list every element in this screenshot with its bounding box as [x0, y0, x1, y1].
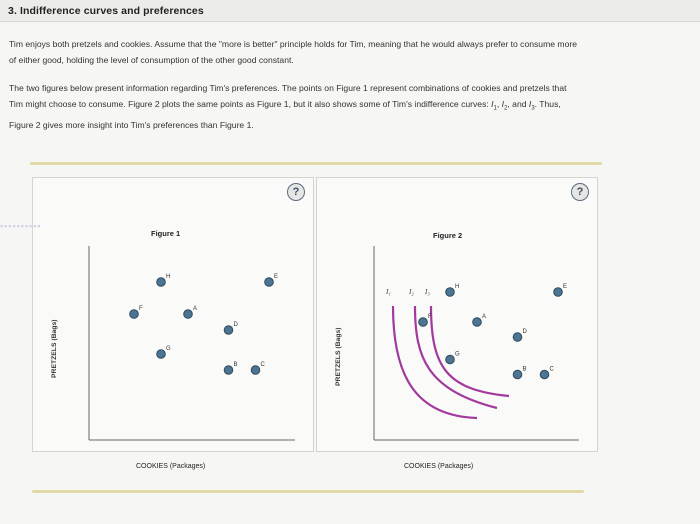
figure-2-point-f	[419, 318, 428, 327]
figure-1-panel	[32, 177, 314, 470]
curve-i1-sub: 1	[493, 105, 497, 112]
figure-1-chart	[33, 178, 315, 470]
sep-1: ,	[496, 99, 502, 109]
figure-2-point-h	[446, 288, 455, 297]
figure-1-point-label-a: A	[193, 306, 198, 312]
figure-1-points	[130, 274, 278, 374]
figure-1-point-label-e: E	[274, 274, 279, 280]
intro-line-2: of either good, holding the level of consumption of the other good constant.	[9, 55, 294, 65]
figure-1-point-e	[265, 278, 274, 287]
curve-label-i2: I₂	[409, 288, 414, 296]
figure-1-help-button[interactable]: ?	[287, 183, 305, 201]
figure-2-point-d	[513, 333, 522, 342]
figure-2-point-c	[540, 370, 549, 379]
figure-2-point-g	[446, 355, 455, 364]
top-divider	[30, 162, 602, 165]
figure-2-point-e	[554, 288, 563, 297]
figure-1-point-c	[251, 366, 260, 375]
figure-1-point-a	[184, 310, 193, 319]
figure-2-point-label-a: A	[482, 314, 487, 320]
figure-2-help-button[interactable]: ?	[571, 183, 589, 201]
figure-1-bleed-marks: ••••••••••	[0, 221, 42, 231]
figures-paragraph	[9, 80, 693, 133]
indifference-curve-i1	[393, 306, 477, 418]
figure-2-point-label-h: H	[455, 284, 460, 290]
curve-label-i3: I₃	[425, 288, 430, 296]
question-body	[0, 22, 700, 524]
figure-2-point-label-d: D	[522, 329, 527, 335]
figures-line-3: Figure 2 gives more insight into Tim's preferences than Figure 1.	[9, 119, 254, 130]
figure-1-point-label-g: G	[166, 346, 171, 352]
figures-line-2-end: . Thus,	[534, 99, 561, 109]
figure-2-chart	[317, 178, 599, 470]
figure-2-point-b	[513, 370, 522, 379]
figure-1-ylabel: PRETZELS (Bags)	[51, 319, 58, 378]
figure-1-point-label-d: D	[233, 322, 238, 328]
question-title: 3. Indifference curves and preferences	[8, 5, 204, 17]
intro-line-1: Tim enjoys both pretzels and cookies. Assume that the "more is better" principle holds for Tim, meaning that he would always prefer to consume more	[9, 39, 577, 49]
figure-1-point-b	[224, 366, 233, 375]
bottom-divider	[32, 490, 584, 493]
figures-line-2-text: Tim might choose to consume. Figure 2 plots the same points as Figure 1, but it also shows some of Tim's indifference curves:	[9, 99, 492, 109]
figure-2-point-label-b: B	[522, 366, 527, 373]
figure-1-title: Figure 1	[151, 229, 181, 238]
figure-1-xlabel: COOKIES (Packages)	[136, 463, 206, 470]
sep-2: , and	[507, 99, 529, 109]
figure-1-point-d	[224, 326, 233, 335]
figure-1-point-label-f: F	[139, 306, 143, 312]
figure-1-point-label-c: C	[260, 362, 265, 368]
figure-1-point-f	[130, 310, 139, 319]
figure-1-point-label-b: B	[233, 362, 238, 368]
figure-2-point-label-f: F	[428, 314, 432, 320]
figure-2-point-label-c: C	[549, 366, 554, 373]
curve-i3-sub: 3	[531, 105, 535, 112]
curve-i1-symbol: I	[491, 99, 494, 109]
figure-2-xlabel: COOKIES (Packages)	[404, 463, 474, 470]
figure-2-title: Figure 2	[433, 231, 463, 240]
figure-2-ylabel: PRETZELS (Bags)	[335, 327, 342, 386]
curve-i3-symbol: I	[528, 99, 532, 109]
question-header	[0, 0, 700, 22]
curve-label-i1: I₁	[386, 288, 391, 296]
figure-1-point-g	[157, 350, 166, 359]
figure-2-point-a	[473, 318, 482, 327]
figures-line-1: The two figures below present information regarding Tim's preferences. The points on Figure 1 represent combinations of cookies and pretzels that	[9, 83, 567, 93]
figure-2-panel	[316, 177, 598, 470]
figure-1-point-h	[157, 278, 166, 287]
figure-2-point-label-g: G	[455, 351, 460, 358]
figure-1-point-label-h: H	[166, 274, 171, 280]
figures-line-2	[9, 96, 693, 117]
curve-i2-symbol: I	[501, 99, 505, 109]
curve-i2-sub: 2	[504, 105, 508, 112]
figure-2-point-label-e: E	[563, 284, 568, 290]
intro-paragraph	[9, 36, 693, 68]
